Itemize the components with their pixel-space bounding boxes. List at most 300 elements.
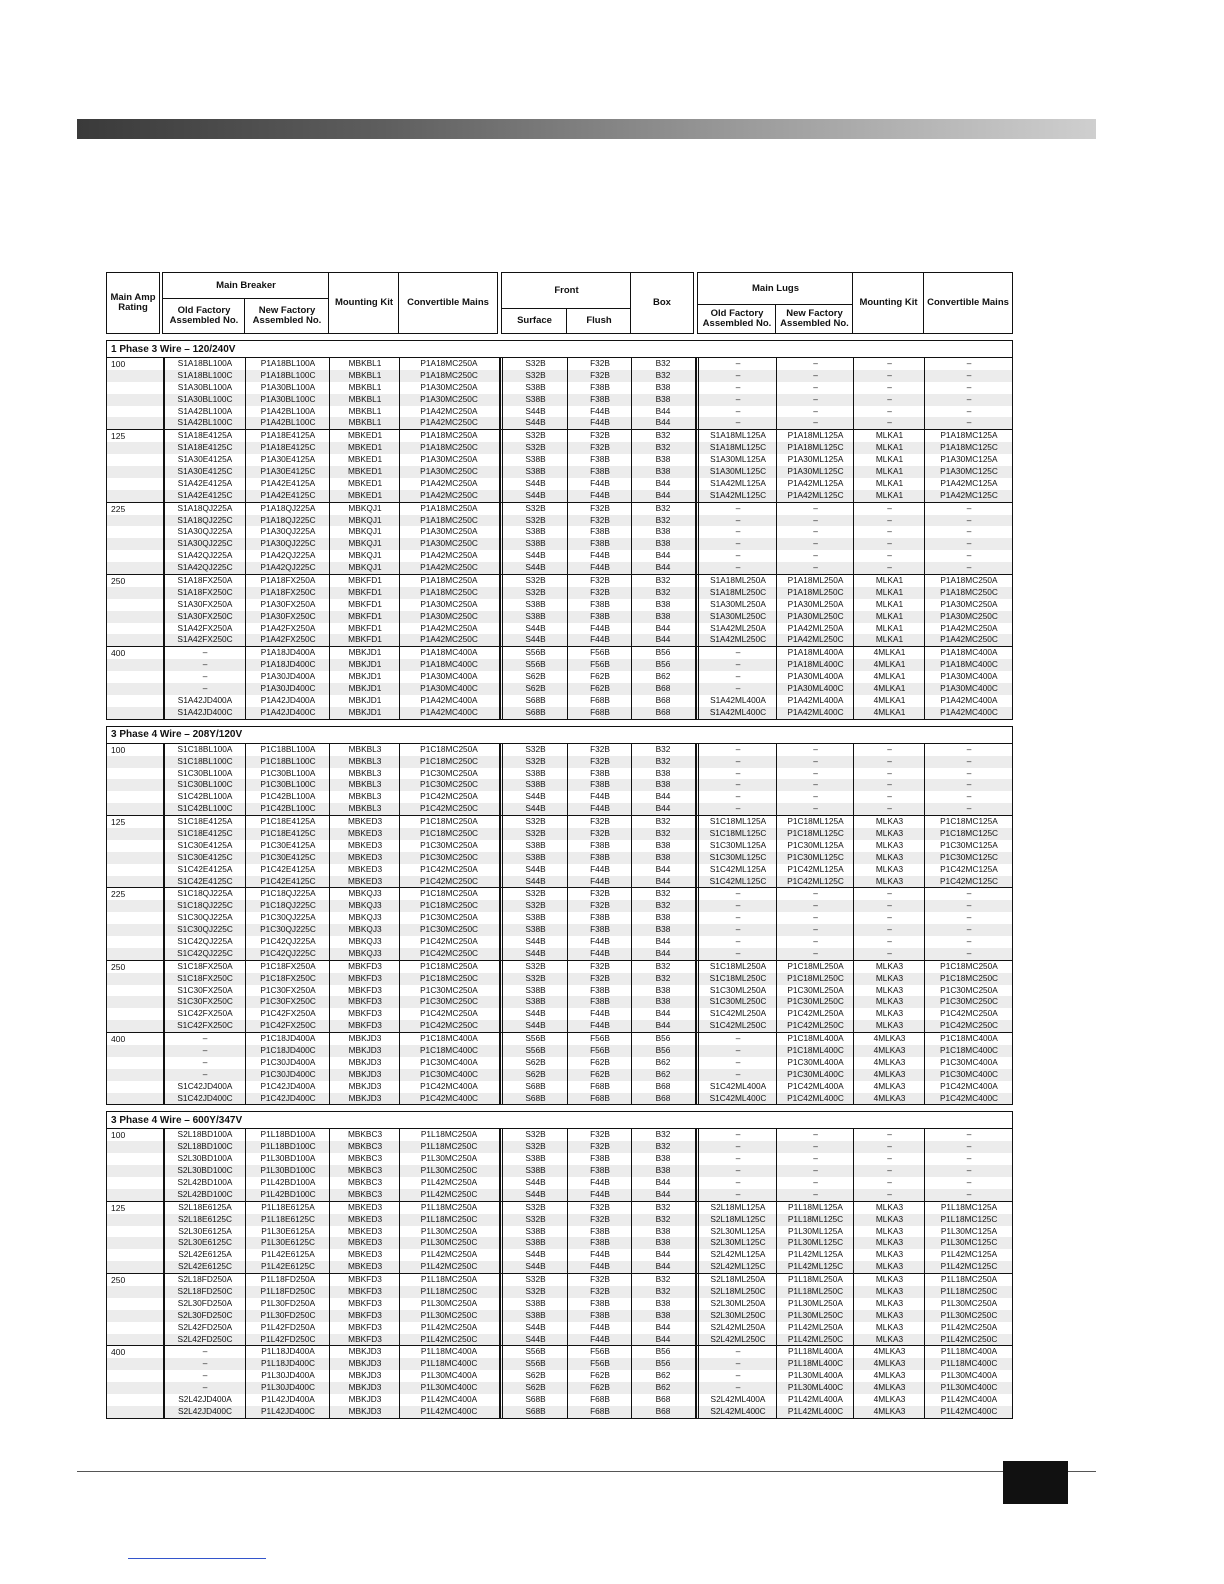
amp-group bbox=[107, 960, 1012, 1032]
cell-lug-old-factory: – bbox=[735, 369, 741, 380]
cell-mounting-kit: MBKFD3 bbox=[348, 1274, 382, 1285]
cell-lug-mounting-kit: MLKA1 bbox=[875, 466, 904, 477]
cell-lug-mounting-kit: – bbox=[887, 562, 892, 573]
cell-old-factory: S1C18BL100A bbox=[177, 743, 233, 754]
column-divider bbox=[631, 358, 632, 719]
cell-flush: F32B bbox=[590, 575, 610, 586]
cell-lug-convertible-mains: – bbox=[966, 1165, 972, 1176]
cell-lug-old-factory: S1A18ML125C bbox=[709, 442, 767, 453]
cell-lug-old-factory: S1C42ML250A bbox=[709, 1008, 767, 1019]
cell-new-factory: P1C18E4125A bbox=[260, 816, 316, 827]
cell-lug-convertible-mains: P1L18MC125A bbox=[940, 1201, 998, 1212]
cell-surface: S56B bbox=[525, 1358, 546, 1369]
cell-lug-new-factory: P1C18ML125C bbox=[787, 827, 844, 838]
cell-lug-old-factory: – bbox=[735, 1188, 741, 1199]
table-row bbox=[107, 587, 1012, 599]
cell-mounting-kit: MBKFD3 bbox=[348, 1020, 382, 1031]
cell-box: B44 bbox=[655, 1188, 671, 1199]
cell-lug-new-factory: – bbox=[813, 900, 818, 911]
cell-old-factory: S1C42QJ225C bbox=[177, 947, 233, 958]
cell-box: B44 bbox=[655, 562, 671, 573]
cell-mounting-kit: MBKQJ1 bbox=[348, 502, 382, 513]
cell-box: B38 bbox=[655, 1297, 671, 1308]
table-row bbox=[107, 828, 1012, 840]
cell-surface: S38B bbox=[525, 598, 546, 609]
cell-old-factory: S1C42JD400C bbox=[177, 1092, 233, 1103]
cell-new-factory: P1A42QJ225A bbox=[260, 550, 316, 561]
cell-lug-old-factory: – bbox=[735, 381, 741, 392]
cell-mounting-kit: MBKED1 bbox=[347, 430, 383, 441]
cell-lug-convertible-mains: – bbox=[966, 1188, 972, 1199]
cell-box: B38 bbox=[655, 381, 671, 392]
cell-convertible-mains: P1A42MC250A bbox=[420, 405, 478, 416]
cell-mounting-kit: MBKBC3 bbox=[347, 1177, 383, 1187]
cell-old-factory: S1A42BL100C bbox=[177, 417, 233, 428]
cell-new-factory: P1A42JD400C bbox=[260, 706, 316, 717]
amp-rating: 225 bbox=[111, 889, 126, 900]
cell-lug-new-factory: – bbox=[813, 538, 818, 549]
cell-mounting-kit: MBKQJ1 bbox=[348, 538, 382, 549]
cell-new-factory: P1L42BD100C bbox=[260, 1188, 316, 1199]
cell-new-factory: P1A18QJ225C bbox=[260, 514, 316, 525]
table-row bbox=[107, 1346, 1012, 1358]
column-divider bbox=[567, 744, 568, 1105]
table-row bbox=[107, 1406, 1012, 1418]
cell-lug-mounting-kit: – bbox=[887, 1165, 892, 1176]
column-divider bbox=[502, 744, 503, 1105]
cell-lug-new-factory: – bbox=[813, 1129, 818, 1140]
cell-surface: S56B bbox=[525, 1346, 546, 1357]
cell-lug-old-factory: S1C30ML125A bbox=[709, 839, 767, 850]
cell-flush: F38B bbox=[590, 767, 610, 778]
cell-lug-new-factory: – bbox=[813, 1177, 818, 1187]
cell-box: B32 bbox=[655, 743, 671, 754]
cell-lug-new-factory: P1L18ML250C bbox=[787, 1286, 844, 1297]
cell-lug-convertible-mains: – bbox=[966, 743, 972, 754]
cell-mounting-kit: MBKFD3 bbox=[348, 1333, 382, 1344]
cell-lug-new-factory: P1L30ML400A bbox=[788, 1370, 843, 1381]
cell-mounting-kit: MBKFD3 bbox=[348, 1309, 382, 1320]
cell-old-factory: S1C18FX250C bbox=[177, 972, 233, 983]
cell-old-factory: S1A30QJ225A bbox=[177, 526, 233, 537]
cell-old-factory: S2L30FD250A bbox=[177, 1297, 233, 1308]
table-row bbox=[107, 503, 1012, 515]
cell-lug-new-factory: – bbox=[813, 514, 818, 525]
cell-new-factory: P1C42JD400A bbox=[260, 1080, 316, 1091]
cell-flush: F32B bbox=[590, 358, 610, 368]
cell-flush: F38B bbox=[590, 454, 610, 465]
cell-lug-mounting-kit: – bbox=[887, 369, 892, 380]
amp-rating: 400 bbox=[111, 1347, 126, 1358]
cell-lug-old-factory: – bbox=[735, 538, 741, 549]
cell-lug-convertible-mains: P1L30MC400C bbox=[940, 1382, 998, 1393]
cell-old-factory: S2L18FD250C bbox=[177, 1286, 233, 1297]
cell-lug-convertible-mains: P1L30MC250C bbox=[940, 1309, 998, 1320]
cell-flush: F44B bbox=[590, 1008, 610, 1019]
table-row bbox=[107, 1237, 1012, 1249]
cell-old-factory: S1A30E4125C bbox=[177, 466, 233, 477]
cell-flush: F32B bbox=[590, 755, 610, 766]
cell-mounting-kit: MBKJD3 bbox=[348, 1092, 382, 1103]
cell-old-factory: S1A30FX250C bbox=[177, 610, 233, 621]
cell-surface: S38B bbox=[525, 1309, 546, 1320]
column-divider bbox=[502, 358, 503, 719]
cell-convertible-mains: P1L30MC400C bbox=[420, 1382, 478, 1393]
cell-lug-mounting-kit: MLKA3 bbox=[875, 1309, 904, 1320]
cell-lug-old-factory: – bbox=[735, 1370, 741, 1381]
cell-old-factory: S2L42JD400C bbox=[178, 1405, 232, 1416]
table-row bbox=[107, 1261, 1012, 1273]
header-convertible-mains: Convertible Mains bbox=[398, 272, 498, 334]
cell-flush: F38B bbox=[590, 1153, 610, 1164]
cell-lug-mounting-kit: MLKA1 bbox=[875, 586, 904, 597]
cell-surface: S32B bbox=[525, 900, 546, 911]
table-row bbox=[107, 803, 1012, 815]
cell-surface: S38B bbox=[525, 1153, 546, 1164]
cell-new-factory: P1L18BD100A bbox=[260, 1129, 316, 1140]
cell-new-factory: P1L30BD100C bbox=[260, 1165, 316, 1176]
cell-new-factory: P1C42QJ225A bbox=[260, 935, 316, 946]
cell-surface: S32B bbox=[525, 960, 546, 971]
amp-group bbox=[107, 358, 1012, 429]
cell-old-factory: S1A42JD400A bbox=[177, 694, 233, 705]
cell-surface: S44B bbox=[525, 562, 546, 573]
cell-old-factory: S1A30BL100A bbox=[177, 381, 233, 392]
cell-lug-mounting-kit: MLKA3 bbox=[875, 1020, 904, 1031]
cell-surface: S38B bbox=[525, 1225, 546, 1236]
cell-flush: F38B bbox=[590, 538, 610, 549]
header-lug-old-factory: Old Factory Assembled No. bbox=[697, 304, 777, 334]
table-row bbox=[107, 1177, 1012, 1189]
cell-lug-new-factory: P1L18ML125C bbox=[787, 1213, 844, 1224]
cell-old-factory: S1A30FX250A bbox=[177, 598, 233, 609]
cell-lug-old-factory: – bbox=[735, 767, 741, 778]
column-divider bbox=[698, 744, 699, 1105]
cell-lug-convertible-mains: – bbox=[966, 1153, 972, 1164]
cell-lug-mounting-kit: MLKA1 bbox=[875, 575, 904, 586]
table-row bbox=[107, 924, 1012, 936]
cell-box: B38 bbox=[655, 466, 671, 477]
cell-mounting-kit: MBKFD3 bbox=[348, 984, 382, 995]
cell-lug-old-factory: – bbox=[735, 1141, 741, 1152]
cell-lug-old-factory: S1A18ML125A bbox=[710, 430, 766, 441]
cell-box: B32 bbox=[655, 900, 671, 911]
cell-lug-mounting-kit: 4MLKA3 bbox=[873, 1033, 906, 1044]
cell-box: B62 bbox=[655, 1370, 671, 1381]
cell-lug-convertible-mains: P1L18MC125C bbox=[940, 1213, 998, 1224]
cell-old-factory: – bbox=[202, 659, 208, 670]
column-divider bbox=[499, 744, 501, 1105]
cell-box: B38 bbox=[655, 538, 671, 549]
cell-lug-convertible-mains: P1A30MC125A bbox=[940, 454, 998, 465]
header-box: Box bbox=[630, 272, 694, 334]
cell-lug-convertible-mains: – bbox=[966, 526, 972, 537]
cell-convertible-mains: P1A42MC250A bbox=[420, 550, 478, 561]
table-row bbox=[107, 707, 1012, 719]
cell-box: B32 bbox=[655, 888, 671, 899]
cell-flush: F38B bbox=[590, 996, 610, 1007]
table-row bbox=[107, 1020, 1012, 1032]
cell-mounting-kit: MBKBL1 bbox=[348, 417, 382, 428]
cell-flush: F32B bbox=[590, 888, 610, 899]
cell-lug-mounting-kit: MLKA3 bbox=[875, 960, 904, 971]
cell-new-factory: P1C30JD400C bbox=[260, 1068, 316, 1079]
cell-lug-old-factory: S1C42ML125C bbox=[709, 875, 767, 886]
cell-lug-old-factory: – bbox=[735, 1033, 741, 1044]
cell-new-factory: P1A30JD400A bbox=[260, 671, 316, 682]
cell-old-factory: S2L42E6125C bbox=[178, 1261, 232, 1272]
column-divider bbox=[924, 744, 925, 1105]
cell-box: B62 bbox=[655, 671, 671, 682]
cell-lug-convertible-mains: P1A30MC250C bbox=[940, 610, 998, 621]
cell-surface: S44B bbox=[525, 417, 546, 428]
cell-lug-new-factory: P1A18ML250A bbox=[787, 575, 844, 586]
cell-box: B56 bbox=[655, 1358, 671, 1369]
cell-lug-convertible-mains: P1C18MC125A bbox=[940, 816, 998, 827]
cell-surface: S62B bbox=[525, 683, 546, 694]
cell-old-factory: S1A42JD400C bbox=[177, 706, 233, 717]
cell-lug-new-factory: P1L42ML250A bbox=[788, 1321, 843, 1332]
cell-convertible-mains: P1A18MC250C bbox=[420, 514, 478, 525]
cell-lug-convertible-mains: P1C30MC125A bbox=[940, 839, 998, 850]
cell-flush: F68B bbox=[590, 1394, 610, 1405]
cell-new-factory: P1A42JD400A bbox=[260, 694, 316, 705]
cell-lug-old-factory: S2L42ML125A bbox=[710, 1249, 766, 1260]
cell-lug-convertible-mains: – bbox=[966, 924, 972, 935]
cell-convertible-mains: P1A42MC400C bbox=[420, 706, 478, 717]
cell-lug-new-factory: – bbox=[813, 369, 818, 380]
cell-mounting-kit: MBKED3 bbox=[347, 1201, 383, 1212]
cell-new-factory: P1A18E4125A bbox=[260, 430, 316, 441]
cell-lug-convertible-mains: P1A42MC400C bbox=[940, 706, 998, 717]
cell-box: B38 bbox=[655, 984, 671, 995]
cell-lug-old-factory: S2L30ML125C bbox=[710, 1237, 766, 1248]
cell-lug-mounting-kit: – bbox=[887, 900, 892, 911]
cell-flush: F44B bbox=[590, 634, 610, 645]
cell-convertible-mains: P1L42MC400C bbox=[420, 1405, 478, 1416]
cell-new-factory: P1C18JD400C bbox=[260, 1044, 316, 1055]
cell-lug-new-factory: P1A18ML400C bbox=[787, 659, 844, 670]
cell-mounting-kit: MBKJD3 bbox=[348, 1405, 382, 1416]
cell-lug-new-factory: P1C30ML125A bbox=[787, 839, 844, 850]
cell-lug-old-factory: – bbox=[735, 514, 741, 525]
cell-lug-mounting-kit: 4MLKA1 bbox=[873, 671, 906, 682]
table-row bbox=[107, 1322, 1012, 1334]
cell-lug-mounting-kit: MLKA3 bbox=[875, 1008, 904, 1019]
cell-new-factory: P1C18JD400A bbox=[260, 1033, 316, 1044]
cell-lug-mounting-kit: – bbox=[887, 1177, 892, 1187]
cell-flush: F32B bbox=[590, 827, 610, 838]
column-divider bbox=[695, 1129, 697, 1417]
cell-lug-mounting-kit: MLKA1 bbox=[875, 489, 904, 500]
cell-surface: S38B bbox=[525, 996, 546, 1007]
cell-flush: F44B bbox=[590, 622, 610, 633]
amp-group bbox=[107, 1273, 1012, 1345]
cell-new-factory: P1C30QJ225A bbox=[260, 912, 316, 923]
amp-rating: 100 bbox=[111, 359, 126, 369]
cell-mounting-kit: MBKJD1 bbox=[348, 706, 382, 717]
cell-old-factory: S1A30BL100C bbox=[177, 393, 233, 404]
column-divider bbox=[329, 1129, 330, 1417]
cell-lug-new-factory: P1L30ML400C bbox=[787, 1382, 844, 1393]
cell-lug-old-factory: S1A42ML400A bbox=[710, 694, 766, 705]
cell-convertible-mains: P1A18MC250A bbox=[420, 502, 478, 513]
cell-lug-new-factory: P1L30ML250A bbox=[788, 1297, 843, 1308]
cell-convertible-mains: P1C42MC400A bbox=[420, 1080, 478, 1091]
cell-box: B32 bbox=[655, 1201, 671, 1212]
cell-new-factory: P1L30E6125C bbox=[261, 1237, 315, 1248]
cell-convertible-mains: P1A18MC250A bbox=[420, 358, 478, 368]
cell-lug-old-factory: – bbox=[735, 1044, 741, 1055]
cell-surface: S44B bbox=[525, 875, 546, 886]
cell-convertible-mains: P1A42MC250C bbox=[420, 489, 478, 500]
cell-old-factory: – bbox=[202, 1044, 208, 1055]
section-title: 3 Phase 4 Wire – 208Y/120V bbox=[106, 726, 1013, 744]
cell-lug-convertible-mains: – bbox=[966, 417, 972, 428]
cell-flush: F38B bbox=[590, 1297, 610, 1308]
header-gradient-bar bbox=[77, 119, 1096, 139]
cell-box: B32 bbox=[655, 1141, 671, 1152]
cell-lug-old-factory: – bbox=[735, 1358, 741, 1369]
section-title: 1 Phase 3 Wire – 120/240V bbox=[106, 340, 1013, 358]
cell-lug-new-factory: P1C18ML125A bbox=[787, 816, 844, 827]
cell-lug-convertible-mains: – bbox=[966, 393, 972, 404]
cell-box: B32 bbox=[655, 827, 671, 838]
cell-surface: S32B bbox=[525, 827, 546, 838]
cell-box: B38 bbox=[655, 393, 671, 404]
cell-lug-mounting-kit: MLKA3 bbox=[875, 863, 904, 874]
cell-box: B56 bbox=[655, 659, 671, 670]
cell-mounting-kit: MBKFD3 bbox=[348, 1286, 382, 1297]
cell-convertible-mains: P1C42MC250A bbox=[420, 791, 478, 802]
cell-lug-old-factory: S1C30ML250A bbox=[709, 984, 767, 995]
cell-flush: F32B bbox=[590, 816, 610, 827]
cell-flush: F32B bbox=[590, 1141, 610, 1152]
cell-surface: S68B bbox=[525, 1080, 546, 1091]
amp-group bbox=[107, 887, 1012, 959]
cell-lug-mounting-kit: 4MLKA3 bbox=[873, 1346, 906, 1357]
page-number-box bbox=[1003, 1461, 1068, 1504]
cell-flush: F38B bbox=[590, 598, 610, 609]
cell-new-factory: P1C30E4125C bbox=[260, 851, 316, 862]
cell-flush: F44B bbox=[590, 1261, 610, 1272]
cell-old-factory: S1C42BL100A bbox=[177, 791, 233, 802]
table-row bbox=[107, 647, 1012, 659]
cell-surface: S44B bbox=[525, 935, 546, 946]
column-divider bbox=[245, 744, 246, 1105]
cell-surface: S44B bbox=[525, 1177, 546, 1187]
table-row bbox=[107, 744, 1012, 756]
cell-box: B62 bbox=[655, 1056, 671, 1067]
cell-box: B44 bbox=[655, 634, 671, 645]
cell-mounting-kit: MBKFD3 bbox=[348, 1321, 382, 1332]
cell-old-factory: S2L42BD100C bbox=[177, 1188, 233, 1199]
cell-new-factory: P1L30FD250C bbox=[260, 1309, 316, 1320]
cell-lug-mounting-kit: MLKA3 bbox=[875, 1225, 904, 1236]
cell-old-factory: – bbox=[202, 1033, 208, 1044]
cell-lug-old-factory: – bbox=[735, 888, 741, 899]
column-divider bbox=[163, 744, 165, 1105]
cell-lug-convertible-mains: – bbox=[966, 358, 972, 368]
cell-lug-mounting-kit: MLKA3 bbox=[875, 875, 904, 886]
cell-old-factory: S1A30E4125A bbox=[177, 454, 233, 465]
cell-box: B68 bbox=[655, 1080, 671, 1091]
cell-old-factory: S1C18E4125A bbox=[177, 816, 233, 827]
column-divider bbox=[776, 744, 777, 1105]
cell-lug-mounting-kit: – bbox=[887, 1188, 892, 1199]
cell-lug-mounting-kit: MLKA1 bbox=[875, 634, 904, 645]
table-row bbox=[107, 1382, 1012, 1394]
cell-box: B32 bbox=[655, 1274, 671, 1285]
amp-group bbox=[107, 574, 1012, 646]
cell-mounting-kit: MBKFD3 bbox=[348, 996, 382, 1007]
amp-rating: 250 bbox=[111, 1275, 126, 1286]
column-divider bbox=[567, 358, 568, 719]
cell-lug-new-factory: – bbox=[813, 767, 818, 778]
cell-lug-convertible-mains: P1C42MC400A bbox=[940, 1080, 998, 1091]
cell-lug-convertible-mains: P1L30MC250A bbox=[940, 1297, 998, 1308]
amp-rating: 400 bbox=[111, 1034, 126, 1045]
cell-surface: S38B bbox=[525, 912, 546, 923]
cell-lug-new-factory: P1L18ML125A bbox=[788, 1201, 843, 1212]
cell-lug-convertible-mains: P1C30MC400A bbox=[940, 1056, 998, 1067]
cell-surface: S32B bbox=[525, 972, 546, 983]
cell-old-factory: S1C42BL100C bbox=[177, 803, 233, 814]
cell-box: B62 bbox=[655, 1068, 671, 1079]
cell-surface: S44B bbox=[525, 947, 546, 958]
cell-box: B68 bbox=[655, 1092, 671, 1103]
cell-lug-convertible-mains: P1A42MC125C bbox=[940, 489, 998, 500]
cell-surface: S32B bbox=[525, 1213, 546, 1224]
cell-lug-mounting-kit: – bbox=[887, 888, 892, 899]
cell-mounting-kit: MBKJD3 bbox=[348, 1346, 382, 1357]
cell-box: B68 bbox=[655, 706, 671, 717]
cell-lug-old-factory: – bbox=[735, 1177, 741, 1187]
cell-old-factory: S1A18FX250A bbox=[177, 575, 233, 586]
cell-flush: F68B bbox=[590, 694, 610, 705]
cell-box: B44 bbox=[655, 489, 671, 500]
cell-lug-new-factory: – bbox=[813, 393, 818, 404]
cell-box: B38 bbox=[655, 996, 671, 1007]
cell-new-factory: P1C42JD400C bbox=[260, 1092, 316, 1103]
table-row bbox=[107, 623, 1012, 635]
cell-lug-new-factory: – bbox=[813, 526, 818, 537]
cell-surface: S44B bbox=[525, 489, 546, 500]
cell-mounting-kit: MBKQJ1 bbox=[348, 550, 382, 561]
cell-new-factory: P1A30BL100C bbox=[260, 393, 316, 404]
cell-lug-convertible-mains: P1C42MC125C bbox=[939, 875, 999, 886]
cell-flush: F32B bbox=[590, 1286, 610, 1297]
table-row bbox=[107, 1069, 1012, 1081]
cell-convertible-mains: P1C42MC400C bbox=[419, 1092, 479, 1103]
cell-flush: F38B bbox=[590, 912, 610, 923]
cell-lug-new-factory: – bbox=[813, 550, 818, 561]
cell-convertible-mains: P1A30MC250C bbox=[420, 393, 478, 404]
cell-mounting-kit: MBKQJ3 bbox=[348, 888, 382, 899]
cell-lug-new-factory: – bbox=[813, 1188, 818, 1199]
cell-lug-convertible-mains: – bbox=[966, 888, 972, 899]
cell-convertible-mains: P1A18MC250A bbox=[420, 430, 478, 441]
column-divider bbox=[631, 744, 632, 1105]
cell-old-factory: S1A18QJ225A bbox=[177, 502, 233, 513]
cell-lug-old-factory: – bbox=[735, 526, 741, 537]
cell-box: B44 bbox=[655, 1249, 671, 1260]
cell-convertible-mains: P1A30MC250A bbox=[420, 598, 478, 609]
cell-lug-old-factory: – bbox=[735, 791, 741, 802]
cell-old-factory: S1A18BL100C bbox=[177, 369, 233, 380]
cell-new-factory: P1C18E4125C bbox=[260, 827, 316, 838]
table-row bbox=[107, 912, 1012, 924]
